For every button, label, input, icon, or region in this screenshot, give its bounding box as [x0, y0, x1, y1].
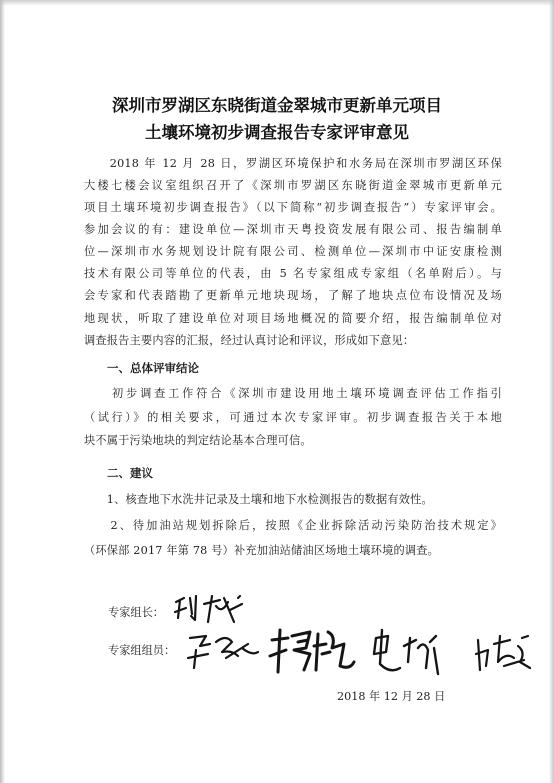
conclusion-line: （试行）》的相关要求，可通过本次专家评审。初步调查报告关于本地 — [84, 411, 502, 424]
scan-edge-right — [549, 0, 554, 783]
leader-signature — [172, 592, 252, 628]
suggestion-line: 1、核查地下水洗井记录及土壤和地下水检测报告的数据有效性。 — [84, 493, 433, 506]
intro-line: 会专家和代表踏勘了更新单元地块现场，了解了地块点位布设情况及场 — [84, 289, 502, 302]
suggestion-line: 2、待加油站规划拆除后，按照《企业拆除活动污染防治技术规定》 — [84, 519, 502, 532]
expert-members-label: 专家组组员： — [108, 644, 176, 657]
member-signature-4 — [474, 632, 534, 678]
section-heading-conclusion: 一、总体评审结论 — [107, 361, 199, 375]
member-signature-2 — [266, 626, 356, 678]
expert-leader-label: 专家组长： — [108, 606, 164, 619]
intro-line: 大楼七楼会议室组织召开了《深圳市罗湖区东晓街道金翠城市更新单元 — [84, 179, 502, 192]
member-signature-3 — [370, 628, 442, 678]
intro-line: 地现状，听取了建设单位对项目场地概况的简要介绍，报告编制单位对 — [84, 312, 502, 325]
intro-line: 参加会议的有：建设单位—深圳市天粤投资发展有限公司、报告编制单 — [84, 223, 502, 236]
suggestion-line: （环保部 2017 年第 78 号）补充加油站储油区场地土壤环境的调查。 — [84, 544, 440, 557]
document-title-line1: 深圳市罗湖区东晓街道金翠城市更新单元项目 — [112, 96, 442, 115]
member-signature-1 — [186, 630, 262, 674]
scan-edge-top — [0, 0, 554, 6]
conclusion-line: 初步调查工作符合《深圳市建设用地土壤环境调查评估工作指引 — [84, 387, 502, 400]
intro-line: 项目土壤环境初步调查报告》（以下简称“初步调查报告”）专家评审会。 — [84, 201, 502, 214]
scan-edge-left — [0, 0, 5, 783]
document-title-line2: 土壤环境初步调查报告专家评审意见 — [145, 123, 409, 142]
signing-date: 2018 年 12 月 28 日 — [337, 690, 446, 703]
intro-line: 2018 年 12 月 28 日，罗湖区环境保护和水务局在深圳市罗湖区环保 — [84, 157, 502, 170]
intro-line: 调查报告主要内容的汇报，经过认真讨论和评议，形成如下意见： — [84, 334, 415, 347]
conclusion-line: 块不属于污染地块的判定结论基本合理可信。 — [84, 434, 312, 447]
intro-line: 技术有限公司等单位的代表，由 5 名专家组成专家组（名单附后）。与 — [84, 267, 502, 280]
section-heading-suggestions: 二、建议 — [107, 466, 153, 480]
intro-line: 位—深圳市水务规划设计院有限公司、检测单位—深圳市中证安康检测 — [84, 245, 502, 258]
